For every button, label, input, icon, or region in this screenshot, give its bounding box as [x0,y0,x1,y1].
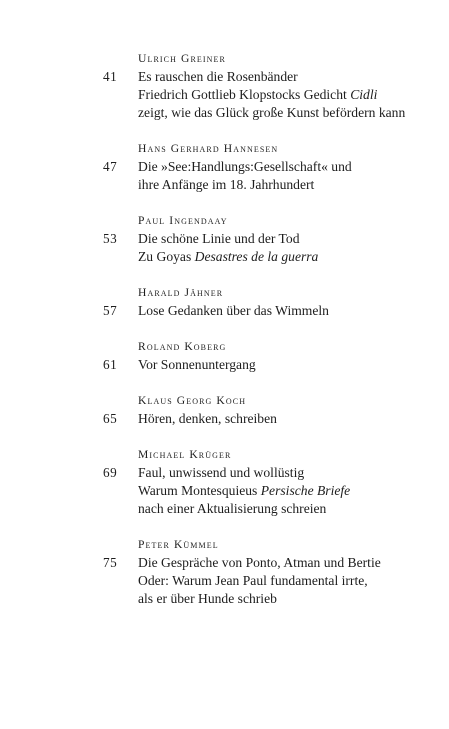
author-name: Harald Jähner [138,286,224,299]
title-line [138,500,449,518]
page-number: 57 [103,303,118,318]
title-text: Es rauschen die Rosenbänder [138,69,298,84]
toc-entry [0,212,449,266]
title-text: ihre Anfänge im 18. Jahrhundert [138,177,315,192]
title-text: nach einer Aktualisierung schreien [138,501,327,516]
title-line [138,554,449,572]
title-line [138,68,449,86]
author-name: Michael Krüger [138,448,232,461]
author-name: Hans Gerhard Hannesen [138,142,279,155]
title-text: Die Gespräche von Ponto, Atman und Bertie [138,555,381,570]
title-text: zeigt, wie das Glück große Kunst befördern kann [138,105,406,120]
title-line [138,302,449,320]
title-text: Friedrich Gottlieb Klopstocks Gedicht [138,87,351,102]
title-line [138,176,449,194]
page-number: 75 [103,555,118,570]
toc-entry [0,284,449,320]
table-of-contents [0,50,449,626]
author-name: Klaus Georg Koch [138,394,247,407]
toc-entry [0,446,449,518]
title-line [138,410,449,428]
title-text: Hören, denken, schreiben [138,411,277,426]
author-name: Paul Ingendaay [138,214,228,227]
toc-entry [0,338,449,374]
author-name: Roland Koberg [138,340,227,353]
title-text: Warum Montesquieus [138,483,261,498]
page-number: 69 [103,465,118,480]
page-number: 47 [103,159,118,174]
title-line [138,464,449,482]
title-italic-text: Persische Briefe [260,483,351,498]
toc-entry [0,50,449,122]
toc-entry [0,392,449,428]
title-text: Oder: Warum Jean Paul fundamental irrte, [138,573,368,588]
title-line [138,572,449,590]
title-italic-text: Desastres de la guerra [194,249,319,264]
page-number: 65 [103,411,118,426]
page-number: 41 [103,69,118,84]
title-line [138,86,449,104]
author-name: Ulrich Greiner [138,52,226,65]
title-text: Zu Goyas [138,249,195,264]
title-italic-text: Cidli [350,87,378,102]
toc-entry [0,536,449,608]
title-text: Die »See:Handlungs:Gesellschaft« und [138,159,352,174]
title-line [138,248,449,266]
title-line [138,356,449,374]
title-line [138,230,449,248]
title-line [138,482,449,500]
title-line [138,590,449,608]
title-text: Die schöne Linie und der Tod [138,231,300,246]
page-number: 53 [103,231,118,246]
title-text: Lose Gedanken über das Wimmeln [138,303,329,318]
title-line [138,158,449,176]
author-name: Peter Kümmel [138,538,219,551]
title-text: Vor Sonnenuntergang [138,357,256,372]
toc-entry [0,140,449,194]
title-text: Faul, unwissend und wollüstig [138,465,305,480]
title-text: als er über Hunde schrieb [138,591,277,606]
page-number: 61 [103,357,118,372]
title-line [138,104,449,122]
